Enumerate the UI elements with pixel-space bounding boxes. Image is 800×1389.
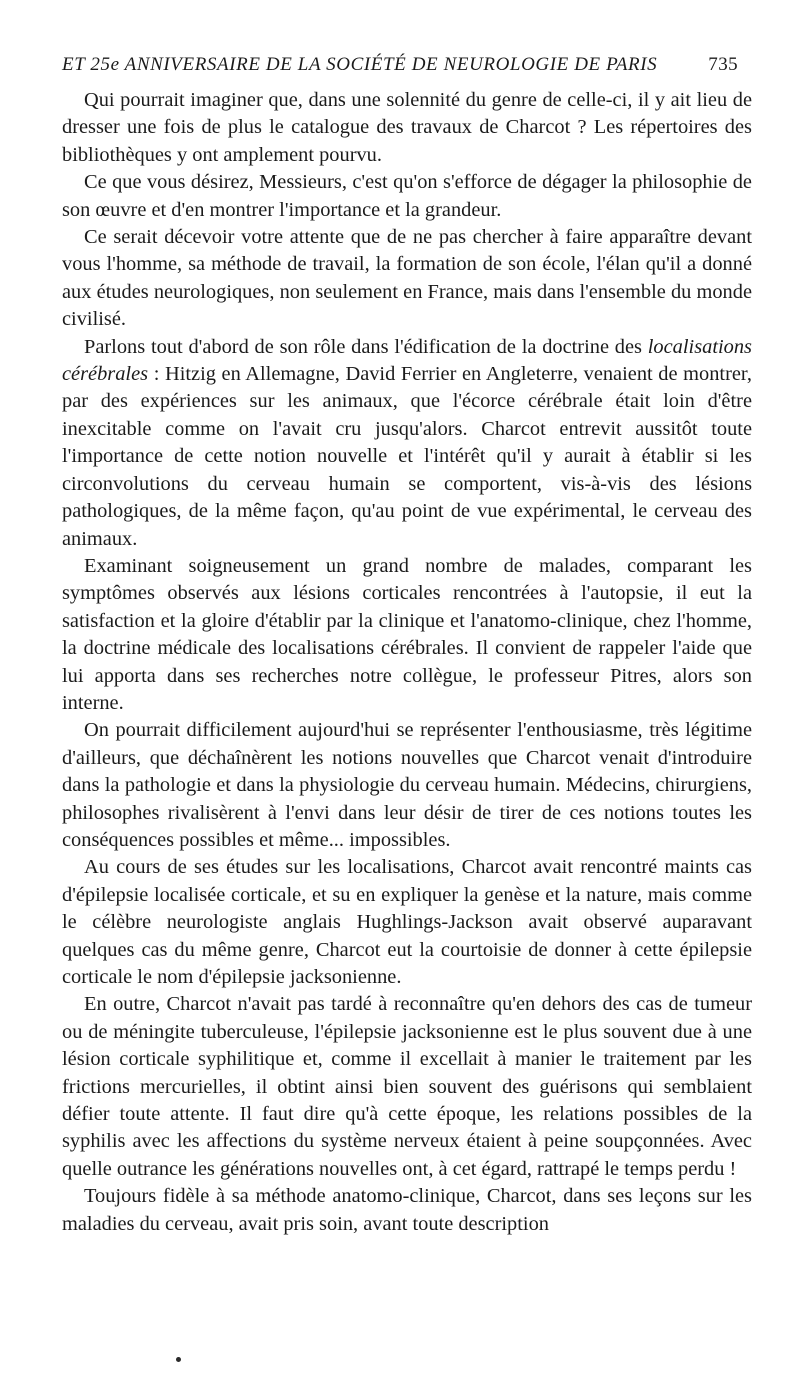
paragraph-rest: : Hitzig en Allemagne, David Ferrier en Angleterre, venaient de montrer, par des expériences sur les animaux, que l'écorce cérébrale était loin d'être inexcitable comme on l'avait cru jusqu'alors. Charcot entrevit aussitôt toute l'importance de cette notion nouvelle et l'intérêt qu'il y aurait à établir si les circonvolutions du cerveau humain se comportent, vis-à-vis des lésions pathologiques, de la même façon, qu'au point de vue expérimental, le cerveau des animaux. bbox=[62, 363, 752, 550]
paragraph-lead: Parlons tout d'abord de son rôle dans l'édification de la doctrine des bbox=[84, 335, 642, 358]
paragraph-localisations bbox=[62, 334, 752, 553]
paragraph: Ce que vous désirez, Messieurs, c'est qu'on s'efforce de dégager la philosophie de son œuvre et d'en montrer l'importance et la grandeur. bbox=[62, 171, 752, 221]
running-title: ET 25e ANNIVERSAIRE DE LA SOCIÉTÉ DE NEUROLOGIE DE PARIS bbox=[62, 54, 658, 75]
body-text bbox=[62, 87, 752, 1238]
paragraph: Toujours fidèle à sa méthode anatomo-clinique, Charcot, dans ses leçons sur les maladies du cerveau, avait pris soin, avant toute description bbox=[62, 1185, 752, 1235]
paragraph: Qui pourrait imaginer que, dans une solennité du genre de celle-ci, il y ait lieu de dresser une fois de plus le catalogue des travaux de Charcot ? Les répertoires des bibliothèques y ont amplement pourvu. bbox=[62, 89, 752, 166]
paragraph: On pourrait difficilement aujourd'hui se représenter l'enthousiasme, très légitime d'ailleurs, que déchaînèrent les notions nouvelles que Charcot venait d'introduire dans la pathologie et dans la physiologie du cerveau humain. Médecins, chirurgiens, philosophes rivalisèrent à l'envi dans leur désir de tirer de ces notions toutes les conséquences possibles et même... impossibles. bbox=[62, 719, 752, 851]
paragraph: Ce serait décevoir votre attente que de ne pas chercher à faire apparaître devant vous l'homme, sa méthode de travail, la formation de son école, l'élan qu'il a donné aux études neurologiques, non seulement en France, mais dans l'ensemble du monde civilisé. bbox=[62, 226, 752, 331]
running-header bbox=[62, 52, 738, 78]
ink-dot-mark bbox=[176, 1357, 181, 1362]
paragraph: Examinant soigneusement un grand nombre de malades, comparant les symptômes observés aux lésions corticales rencontrées à l'autopsie, il eut la satisfaction et la gloire d'établir par la clinique et l'anatomo-clinique, chez l'homme, la doctrine médicale des localisations cérébrales. Il convient de rappeler l'aide que lui apporta dans ses recherches notre collègue, le professeur Pitres, alors son interne. bbox=[62, 554, 752, 714]
emphasized-term: localisations cérébrales bbox=[62, 335, 752, 386]
page-number: 735 bbox=[708, 54, 738, 75]
paragraph: En outre, Charcot n'avait pas tardé à reconnaître qu'en dehors des cas de tumeur ou de méningite tuberculeuse, l'épilepsie jacksonienne est le plus souvent due à une lésion corticale syphilitique et, comme il excellait à manier le traitement par les frictions mercurielles, il obtint ainsi bien souvent des guérisons qui semblaient défier toute attente. Il faut dire qu'à cette époque, les relations possibles de la syphilis avec les affections du système nerveux étaient à peine soupçonnées. Avec quelle outrance les générations nouvelles ont, à cet égard, rattrapé le temps perdu ! bbox=[62, 993, 752, 1180]
paragraph: Au cours de ses études sur les localisations, Charcot avait rencontré maints cas d'épilepsie localisée corticale, et su en expliquer la genèse et la nature, mais comme le célèbre neurologiste anglais Hughlings-Jackson avait observé auparavant quelques cas du même genre, Charcot eut la courtoisie de donner à cette épilepsie corticale le nom d'épilepsie jacksonienne. bbox=[62, 856, 752, 988]
